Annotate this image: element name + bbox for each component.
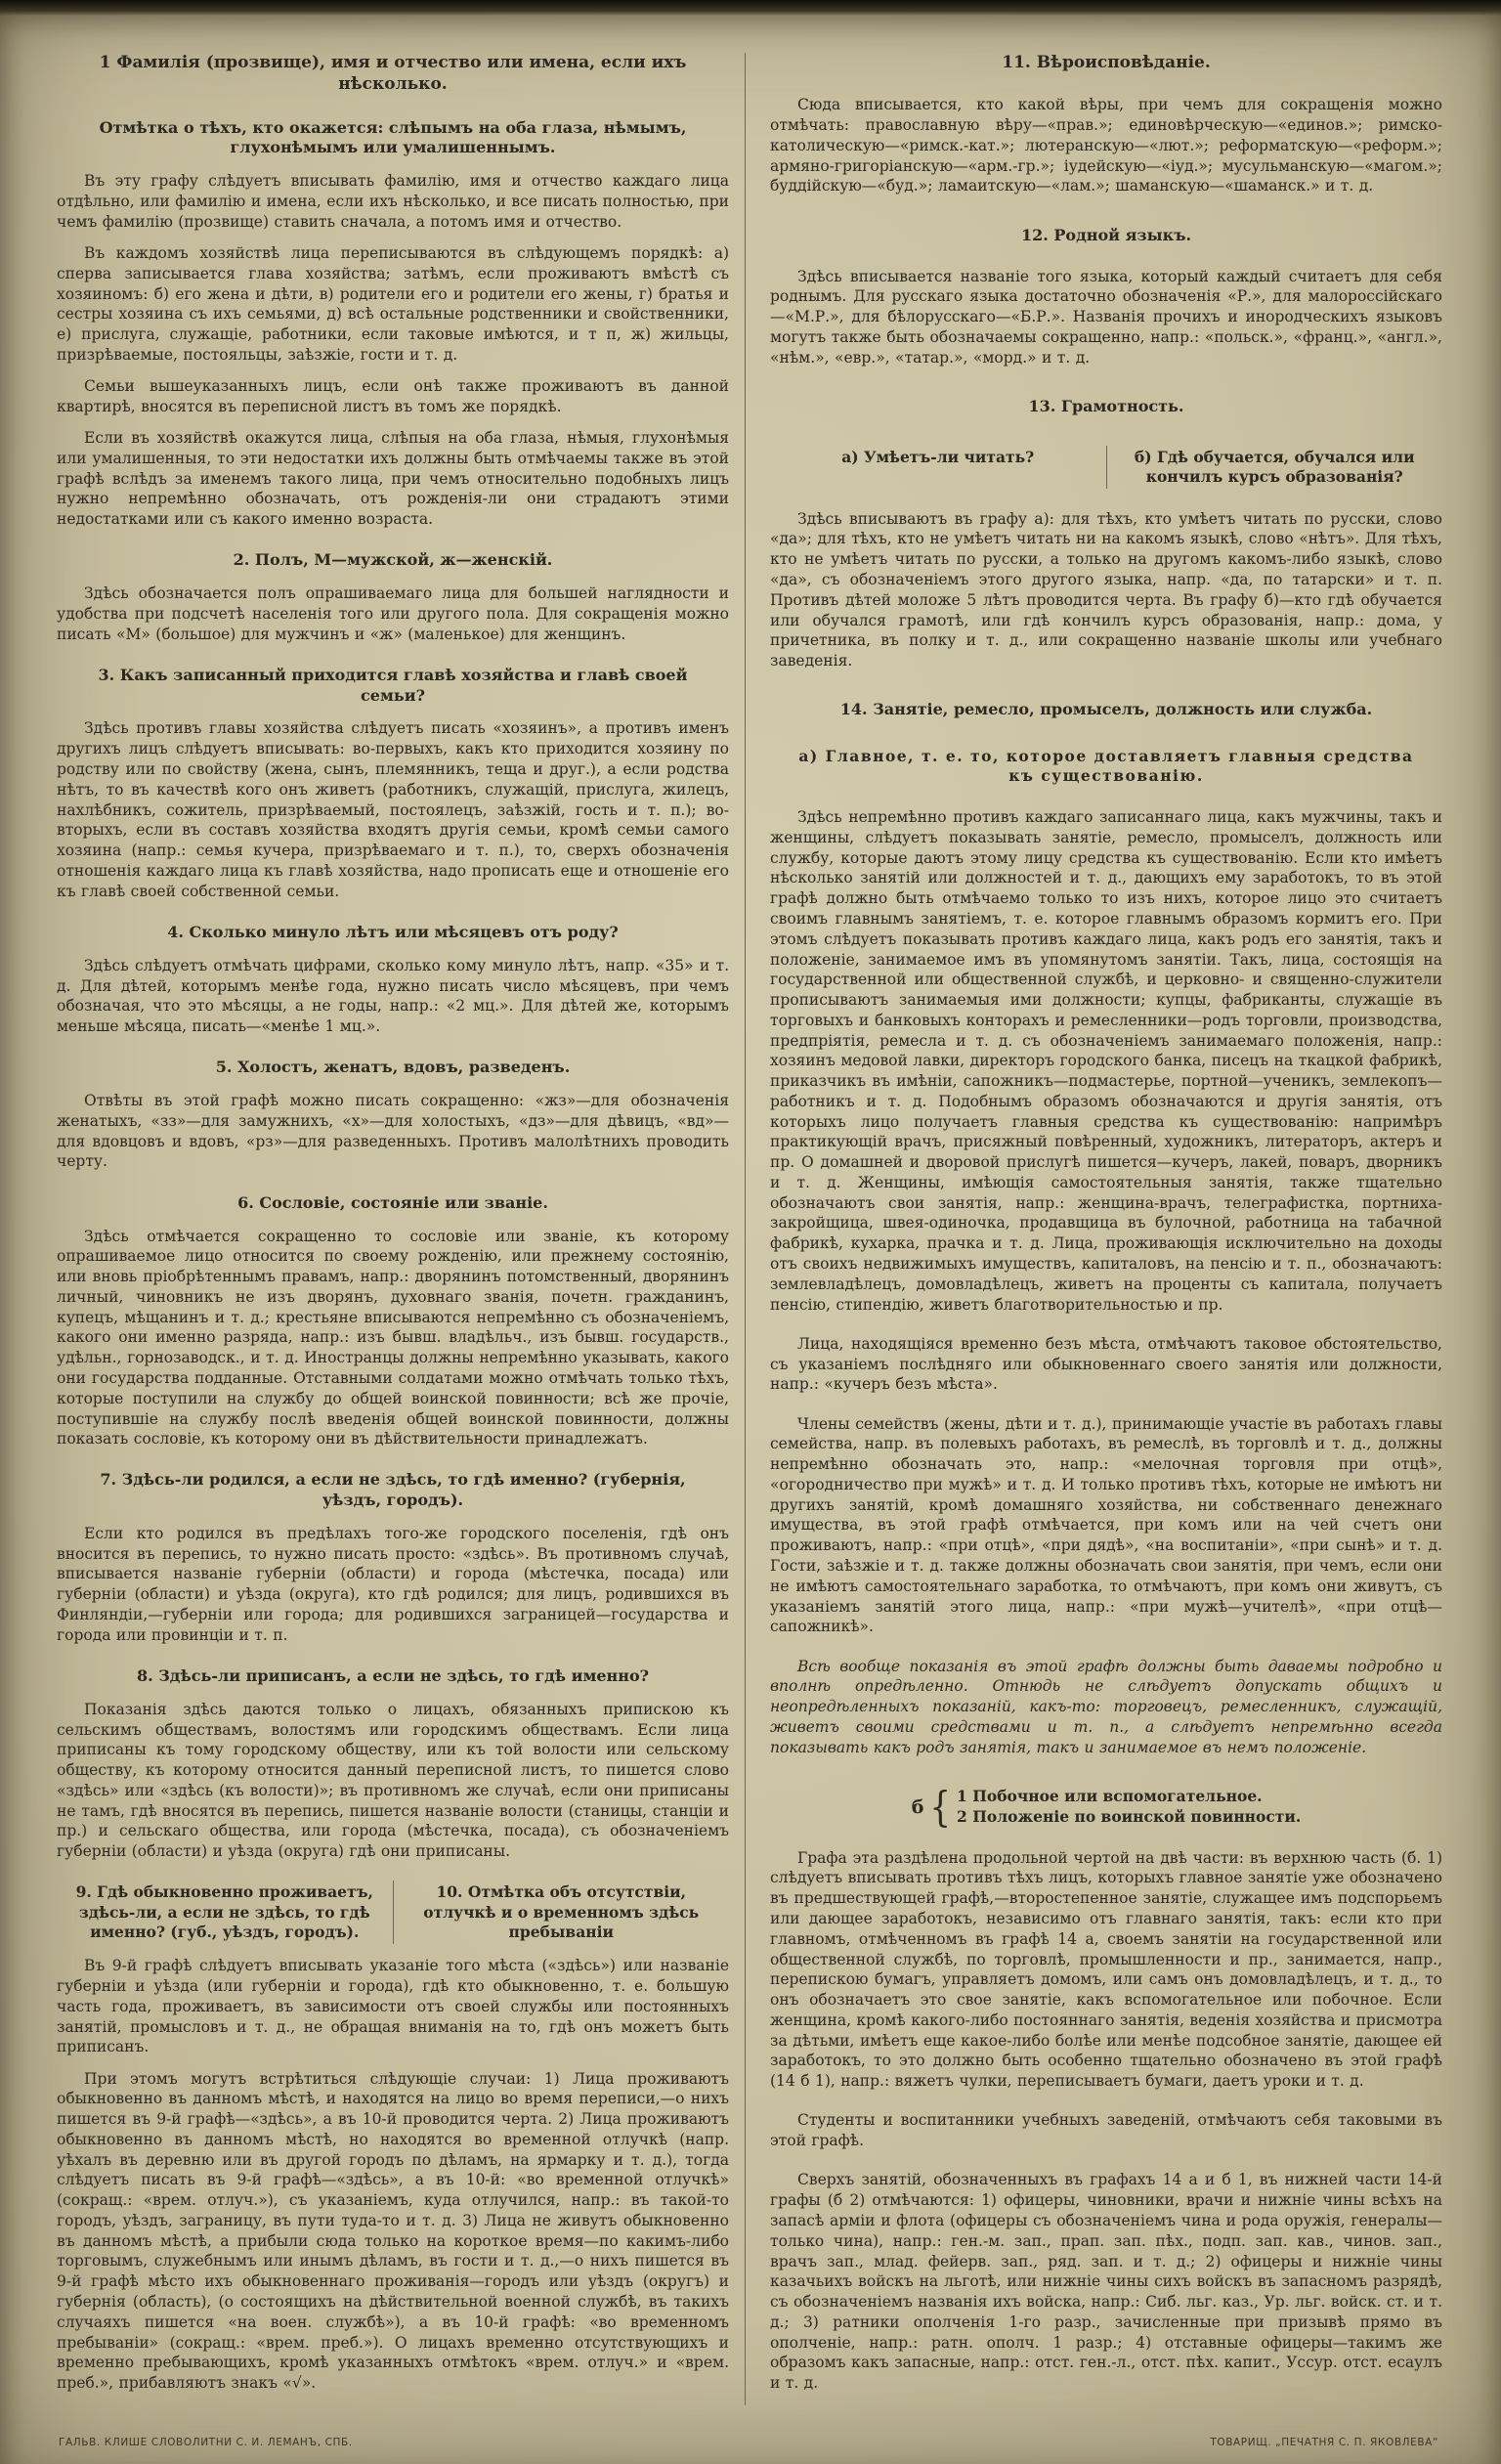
scan-edge [0,0,1501,16]
paragraph: При этомъ могутъ встрѣтиться слѣдующіе случаи: 1) Лица проживаютъ обыкновенно въ данномъ мѣстѣ, и находятся на лицо во время переписи,—о нихъ пишется въ 9-й графѣ—«здѣсь», а въ 10-й проводится черта. 2) Лица проживаютъ обыкновенно въ данномъ мѣстѣ, но находятся во временной отлучкѣ (напр. уѣхалъ въ деревню или въ другой городъ по дѣламъ, на ярмарку и т. д.), тогда слѣдуетъ писать въ 9-й графѣ—«здѣсь», а въ 10-й: «во временной отлучкѣ» (сокращ.: «врем. отлуч.»), съ указаніемъ, куда отлучился, напр.: въ такой-то городъ, уѣздъ, заграницу, въ пути туда-то и т. д. 3) Лица не живутъ обыкновенно въ данномъ мѣстѣ, а прибыли сюда только на короткое время—по какимъ-либо торговымъ, служебнымъ или инымъ дѣламъ, въ гости и т. д.,—о нихъ пишется въ 9-й графѣ мѣсто ихъ обыкновеннаго проживанія—городъ или уѣздъ (округъ) и губернія (область), (о состоящихъ на дѣйствительной военной службѣ, въ такихъ случаяхъ пишется «на воен. службѣ»), а въ 10-й графѣ: «во временномъ пребываніи» (сокращ.: «врем. преб.»). О лицахъ временно отсутствующихъ и временно пребывающихъ, кромѣ указанныхъ отмѣтокъ «врем. отлуч.» и «врем. преб.», прибавляютъ знакъ «√». [57,2069,729,2393]
paragraph: Здѣсь отмѣчается сокращенно то сословіе или званіе, къ которому опрашиваемое лицо относится по своему рожденію, или прежнему состоянію, или вновь пріобрѣтеннымъ правамъ, напр.: дворянинъ потомственный, дворянинъ личный, чиновникъ не изъ дворянъ, духовнаго званія, почетн. гражданинъ, купецъ, мѣщанинъ и т. д.; крестьяне вписываются непремѣнно съ обозначеніемъ, какого они именно разряда, напр.: изъ бывш. владѣльч., изъ бывш. государств., удѣльн., горнозаводск., и т. д. Иностранцы должны непремѣнно указывать, какого они государства подданные. Отставными солдатами можно отмѣчать только тѣхъ, которые поступили на службу до общей воинской повинности; всѣ же прочіе, поступившіе на службу послѣ введенія общей воинской повинности, должны показать сословіе, къ которому они въ дѣйствительности принадлежатъ. [57,1227,729,1448]
paragraph: Если кто родился въ предѣлахъ того-же городского поселенія, гдѣ онъ вносится въ перепись, то нужно писать просто: «здѣсь». Въ противномъ случаѣ, вписывается названіе губерніи (области) и города (мѣстечка, посада) или губерніи (области) и уѣзда (округа), кто гдѣ родился; для лицъ, родившихся въ Финляндіи,—губерніи или города; для родившихся заграницей—государства и города или провинціи и т. п. [57,1524,729,1644]
paragraph: Если въ хозяйствѣ окажутся лица, слѣпыя на оба глаза, нѣмыя, глухонѣмыя или умалишенныя, то эти недостатки ихъ должны быть отмѣчаемы также въ этой графѣ вслѣдъ за именемъ такого лица, при чемъ относительно подобныхъ лицъ нужно непремѣнно обозначать, отъ рожденія-ли они страдаютъ этими недостатками или съ какого именно возраста. [57,429,729,529]
split-heading-cell: 10. Отмѣтка объ отсутствіи, отлучкѣ и о временномъ здѣсь пребываніи [393,1880,730,1943]
paragraph: Показанія здѣсь даются только о лицахъ, обязанныхъ припискою къ сельскимъ обществамъ, волостямъ или городскимъ обществамъ. Если лица приписаны къ тому городскому обществу, или къ той волости или сельскому обществу, къ которому относится данный переписной листъ, то пишется слово «здѣсь» или «здѣсь (къ волости)»; въ противномъ же случаѣ, если они приписаны не тамъ, гдѣ вносятся въ перепись, пишется названіе волости (станицы, станціи и пр.) и сельскаго общества, или города (мѣстечка, посада), съ обозначеніемъ губерніи (области) и уѣзда (округа) гдѣ они приписаны. [57,1700,729,1861]
paragraph: Члены семействъ (жены, дѣти и т. д.), принимающіе участіе въ работахъ главы семейства, напр. въ полевыхъ работахъ, въ ремеслѣ, въ торговлѣ и т. д., должны непремѣнно обозначать это, напр.: «мелочная торговля при отцѣ», «огородничество при мужѣ» и т. д. И только противъ тѣхъ, которые не имѣютъ ни другихъ занятій, кромѣ домашняго хозяйства, ни собственнаго денежнаго имущества, въ этой графѣ отмѣчается, при комъ или на чей счетъ они проживаютъ, напр.: «при отцѣ», «при дядѣ», «на воспитаніи», «при сынѣ» и т. д. Гости, заѣзжіе и т. д. также должны обозначать свои занятія, при чемъ, если они не имѣютъ самостоятельнаго заработка, то отмѣчаютъ, при комъ они живутъ, съ указаніемъ занятій этого лица, напр.: «при мужѣ—учителѣ», «при отцѣ—сапожникѣ». [770,1414,1442,1636]
paragraph: Здѣсь противъ главы хозяйства слѣдуетъ писать «хозяинъ», а противъ именъ другихъ лицъ слѣдуетъ вписывать: во-первыхъ, какъ кто приходится хозяину по родству или по свойству (жена, сынъ, племянникъ, теща и друг.), а если родства нѣтъ, то въ качествѣ кого онъ живетъ (работникъ, служащій, прислуга, жилецъ, нахлѣбникъ, сожитель, призрѣваемый, постоялецъ, заѣзжій, гость и т. п.); во-вторыхъ, если въ составъ хозяйства входятъ другія семьи, кромѣ семьи самого хозяина (напр.: семья кучера, призрѣваемаго и т. п.), то, сверхъ обозначенія отношенія каждаго лица къ главѣ хозяйства, надо прописать еще и отношеніе его къ главѣ своей собственной семьи. [57,719,729,900]
right-column [770,51,1442,2397]
imprint-left: ГАЛЬВ. КЛИШЕ СЛОВОЛИТНИ С. И. ЛЕМАНЪ, СПБ. [59,2437,353,2448]
section-heading: 6. Сословіе, состояніе или званіе. [237,1192,548,1212]
section-heading: 13. Грамотность. [1028,396,1184,415]
paragraph: Сверхъ занятій, обозначенныхъ въ графахъ 14 а и б 1, въ нижней части 14-й графы (б 2) отмѣчаются: 1) офицеры, чиновники, врачи и нижніе чины всѣхъ на запасѣ арміи и флота (офицеры съ обозначеніемъ чина и рода оружія, генералы—только чина), напр.: ген.-м. зап., прап. зап. пѣх., подп. зап. кав., чинов. зап., врачъ зап., млад. фейерв. зап., ряд. зап. и т. д.; 2) офицеры и нижніе чины казачьихъ войскъ на льготѣ, или нижніе чины сихъ войскъ въ запасномъ разрядѣ, съ обозначеніемъ названія ихъ войска, напр.: Сиб. льг. каз., Ур. льг. войск. ст. и т. д.; 3) ратники ополченія 1-го разр., зачисленные при призывѣ прямо въ ополченіе, напр.: ратн. ополч. 1 разр.; 4) отставные офицеры—такимъ же образомъ какъ запасные, напр.: отст. ген.-л., отст. пѣх. капит., Уссур. отст. есаулъ и т. д. [770,2171,1442,2393]
dual-heading-line: 1 Побочное или вспомогательное. [957,1786,1263,1805]
brace-icon: { [929,1782,952,1832]
split-heading-cell: а) Умѣетъ-ли читать? [841,447,1035,466]
imprint-right: ТОВАРИЩ. „ПЕЧАТНЯ С. П. ЯКОВЛЕВА“ [1210,2437,1438,2448]
dual-heading-label: б [911,1795,924,1818]
section-heading: 7. Здѣсь-ли родился, а если не здѣсь, то гдѣ именно? (губернія, уѣздъ, городъ). [100,1470,686,1509]
paragraph: Семьи вышеуказанныхъ лицъ, если онѣ также проживаютъ въ данной квартирѣ, вносятся въ переписной листъ въ томъ же порядкѣ. [57,377,729,415]
section-heading: 1 Фамилія (прозвище), имя и отчество или имена, если ихъ нѣсколько. [99,53,687,94]
split-heading-cell: б) Гдѣ обучается, обучался или кончилъ курсъ образованія? [1106,446,1443,489]
split-heading-row [57,1880,729,1943]
left-column [57,51,729,2397]
section-heading: 5. Холостъ, женатъ, вдовъ, разведенъ. [215,1058,571,1077]
column-divider [745,53,746,2405]
paragraph: Сюда вписывается, кто какой вѣры, при чемъ для сокращенія можно отмѣчать: православную вѣру—«прав.»; единовѣрческую—«единов.»; римско-католическую—«римск.-кат.»; лютеранскую—«лют.»; реформатскую—«реформ.»; армяно-григоріанскую—«арм.-гр.»; іудейскую—«іуд.»; мусульманскую—«магом.»; буддійскую—«буд.»; ламаитскую—«лам.»; шаманскую—«шаманск.» и т. д. [770,96,1442,195]
dual-heading [770,1782,1442,1832]
section-heading: 8. Здѣсь-ли приписанъ, а если не здѣсь, то гдѣ именно? [136,1665,650,1685]
section-heading: 11. Вѣроисповѣданіе. [1002,53,1211,72]
paragraph: Лица, находящіяся временно безъ мѣста, отмѣчаютъ таковое обстоятельство, съ указаніемъ послѣдняго или обыкновеннаго своего занятія или должности, напр.: «кучеръ безъ мѣста». [770,1334,1442,1394]
paragraph: Здѣсь обозначается полъ опрашиваемаго лица для большей наглядности и удобства при подсчетѣ населенія того или другого пола. Для сокращенія можно писать «М» (большое) для мужчинъ и «ж» (маленькое) для женщинъ. [57,584,729,643]
section-subheading: а) Главное, т. е. то, которое доставляетъ главныя средства къ существованію. [798,747,1414,786]
paragraph: Отвѣты въ этой графѣ можно писать сокращенно: «жз»—для обозначенія женатыхъ, «зз»—для замужнихъ, «х»—для холостыхъ, «дз»—для дѣвицъ, «вд»—для вдовцовъ и вдовъ, «рз»—для разведенныхъ. Противъ малолѣтнихъ проводить черту. [57,1092,729,1171]
section-heading: Отмѣтка о тѣхъ, кто окажется: слѣпымъ на оба глаза, нѣмымъ, глухонѣмымъ или умалишеннымъ. [99,117,687,157]
paragraph: Здѣсь вписывается названіе того языка, который каждый считаетъ для себя роднымъ. Для русскаго языка достаточно обозначенія «Р.», для малороссійскаго—«М.Р.», для бѣлорусскаго—«Б.Р.». Названія прочихъ и инородческихъ языковъ могутъ также быть обозначаемы сокращенно, напр.: «польск.», «франц.», «англ.», «нѣм.», «евр.», «татар.», «морд.» и т. д. [770,267,1442,367]
section-heading: 3. Какъ записанный приходится главѣ хозяйства и главѣ своей семьи? [98,666,688,705]
paragraph: Въ каждомъ хозяйствѣ лица переписываются въ слѣдующемъ порядкѣ: а) сперва записывается глава хозяйства; затѣмъ, если проживаютъ вмѣстѣ съ хозяиномъ: б) его жена и дѣти, в) родители его и родители его жены, г) братья и сестры хозяина съ ихъ семьями, д) всѣ остальные родственники и свойственники, е) прислуга, служащіе, работники, если таковые имѣются, и т п, ж) жильцы, призрѣваемые, постояльцы, заѣзжіе, гости и т. д. [57,244,729,364]
paragraph: Здѣсь вписываютъ въ графу а): для тѣхъ, кто умѣетъ читать по русски, слово «да»; для тѣхъ, кто не умѣетъ читать ни на какомъ языкѣ, слово «нѣтъ». Для тѣхъ, кто не умѣетъ читать по русски, а только на другомъ какомъ-либо языкѣ, слово «да», съ обозначеніемъ этого другого языка, напр. «да, по татарски» и т. п. Противъ дѣтей моложе 5 лѣтъ проводится черта. Въ графу б)—кто гдѣ обучается или обучался грамотѣ, или гдѣ кончилъ курсъ образованія, напр.: дома, у причетника, въ полку и т. д., или сокращенно названіе школы или учебнаго заведенія. [770,509,1442,670]
section-heading: 12. Родной языкъ. [1020,225,1192,244]
paragraph: Всѣ вообще показанія въ этой графѣ должны быть даваемы подробно и вполнѣ опредѣленно. Отнюдь не слѣдуетъ допускать общихъ и неопредѣленныхъ показаній, какъ-то: торговецъ, ремесленникъ, служащій, живетъ своими средствами и т. п., а слѣдуетъ непремѣнно всегда показывать какъ родъ занятія, такъ и занимаемое въ немъ положеніе. [770,1657,1442,1756]
paragraph: Здѣсь непремѣнно противъ каждаго записаннаго лица, какъ мужчины, такъ и женщины, слѣдуетъ показывать занятіе, ремесло, промыселъ, должность или службу, которые даютъ этому лицу средства къ существованію. Если кто имѣетъ нѣсколько занятій или должностей и т. д., дающихъ ему заработокъ, то въ этой графѣ должно быть отмѣчаемо только то изъ нихъ, которое лицо это считаетъ своимъ главнымъ занятіемъ, т. е. которое главнымъ образомъ кормитъ его. При этомъ слѣдуетъ показывать противъ каждаго лица, какъ родъ его занятія, такъ и положеніе, занимаемое имъ въ упомянутомъ занятіи. Такъ, лица, состоящія на государственной или общественной службѣ, и церковно- и священно-служители прописываютъ занимаемыя ими должности; купцы, фабриканты, служащіе въ торговыхъ и банковыхъ конторахъ и ремесленники—родъ торговли, производства, предпріятія, ремесла и т. д. съ обозначеніемъ занимаемаго положенія, напр.: хозяинъ медовой лавки, директоръ городского банка, писецъ на ткацкой фабрикѣ, приказчикъ въ имѣніи, сапожникъ—подмастерье, портной—ученикъ, землекопъ—работникъ и т. д. Подобнымъ образомъ обозначаются и другія занятія, отъ которыхъ лицо получаетъ главныя средства къ существованію: напримѣръ практикующій врачъ, присяжный повѣренный, художникъ, литераторъ, актеръ и пр. О домашней и дворовой прислугѣ пишется—кучеръ, лакей, поваръ, дворникъ и т. д. Женщины, имѣющія самостоятельныя занятія, также тщательно обозначаютъ свои занятія, напр.: женщина-врачъ, телеграфистка, портниха-закройщица, швея-одиночка, продавщица въ булочной, работница на табачной фабрикѣ, кухарка, прачка и т. д. Лица, проживающія исключительно на доходы отъ своихъ недвижимыхъ имуществъ, капиталовъ, на пенсію и т. п., обозначаютъ: землевладѣлецъ, домовладѣлецъ, живетъ на проценты съ капитала, получаетъ пенсію, стипендію, живетъ благотворительностью и пр. [770,808,1442,1314]
split-heading-cell: 9. Гдѣ обыкновенно проживаетъ, здѣсь-ли, а если не здѣсь, то гдѣ именно? (губ., уѣздъ, городъ). [75,1882,373,1941]
paragraph: Графа эта раздѣлена продольной чертой на двѣ части: въ верхнюю часть (б. 1) слѣдуетъ вписывать противъ тѣхъ лицъ, которыхъ главное занятіе уже обозначено въ предшествующей графѣ,—второстепенное занятіе, служащее имъ подспорьемъ или дающее заработокъ, независимо отъ главнаго занятія, такъ: если кто при главномъ, отмѣченномъ въ графѣ 14 а, своемъ занятіи на государственной или общественной службѣ, по торговлѣ, промышленности и пр., занимается, напр., перепискою бумагъ, управляетъ домомъ, или самъ онъ домовладѣлецъ, и т. д., то онъ обозначаетъ это свое занятіе, какъ вспомогательное или побочное. Если женщина, кромѣ какого-либо постояннаго занятія, веденія хозяйства и присмотра за дѣтьми, имѣетъ еще какое-либо болѣе или менѣе подсобное занятіе, дающее ей заработокъ, то это должно быть особенно тщательно обозначено въ этой графѣ (14 б 1), напр.: вяжетъ чулки, переписываетъ бумаги, даетъ уроки и т. д. [770,1848,1442,2091]
section-heading: 14. Занятіе, ремесло, промыселъ, должность или служба. [839,700,1373,719]
paragraph: Въ 9-й графѣ слѣдуетъ вписывать указаніе того мѣста («здѣсь») или названіе губерніи и уѣзда (или губерніи и города), гдѣ кто обыкновенно, т. е. большую часть года, проживаетъ, въ зависимости отъ своей службы или постоянныхъ занятій, промысловъ и т. д., не обращая вниманія на то, гдѣ онъ можетъ быть приписанъ. [57,1957,729,2056]
dual-heading-line: 2 Положеніе по воинской повинности. [957,1807,1302,1827]
paragraph: Студенты и воспитанники учебныхъ заведеній, отмѣчаютъ себя таковыми въ этой графѣ. [770,2111,1442,2150]
paragraph: Здѣсь слѣдуетъ отмѣчать цифрами, сколько кому минуло лѣтъ, напр. «35» и т. д. Для дѣтей, которымъ менѣе года, нужно писать число мѣсяцевъ, при чемъ обозначая, что это мѣсяцы, а не годы, напр.: «2 мц.». Для дѣтей же, которымъ меньше мѣсяца, писать—«менѣе 1 мц.». [57,956,729,1036]
paragraph: Въ эту графу слѣдуетъ вписывать фамилію, имя и отчество каждаго лица отдѣльно, или фамилію и имена, если ихъ нѣсколько, и все писать полностью, при чемъ фамилію (прозвище) ставить сначала, а потомъ имя и отчество. [57,172,729,231]
section-heading: 4. Сколько минуло лѣтъ или мѣсяцевъ отъ роду? [167,922,619,941]
section-heading: 2. Полъ, М—мужской, ж—женскій. [233,550,553,570]
dual-heading-lines [957,1787,1301,1827]
split-heading-row [770,446,1442,489]
